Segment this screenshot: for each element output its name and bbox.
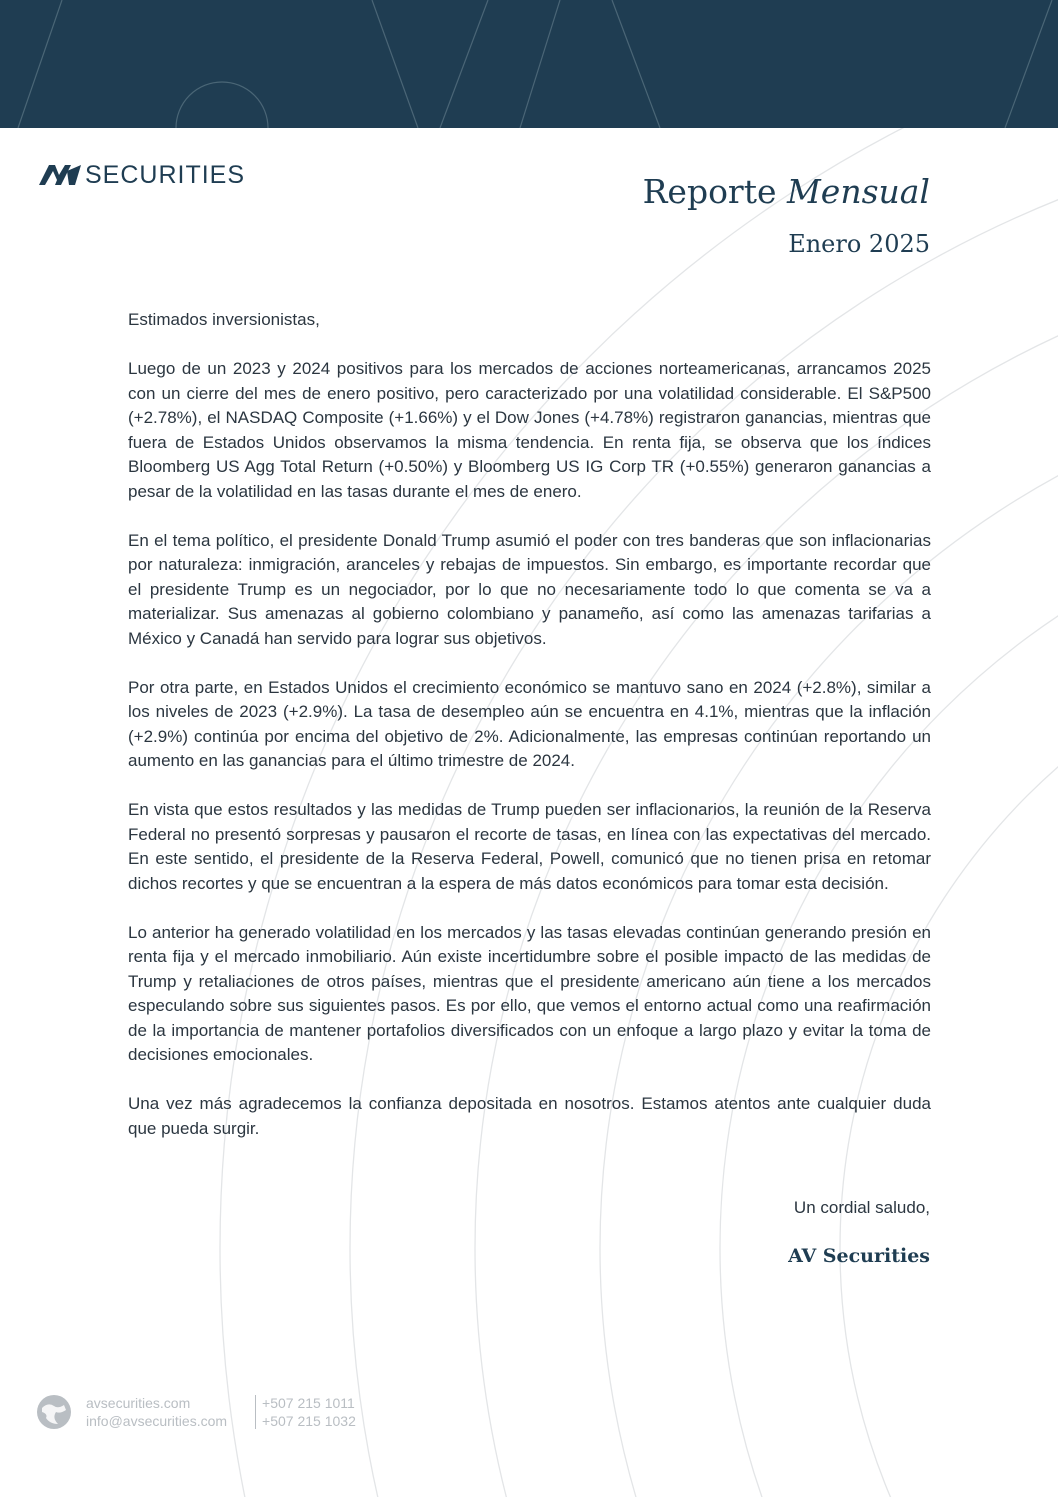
footer-phone-2: +507 215 1032: [262, 1413, 356, 1429]
letter-paragraph: Lo anterior ha generado volatilidad en los mercados y las tasas elevadas continúan generando presión en renta fija y el mercado inmobiliario. Aún existe incertidumbre sobre el posible impacto de las medidas de Trump y retaliaciones de otros países, mientras que el presidente americano aún tiene a los mercados especulando sobre sus siguientes pasos. Es por ello, que vemos el entorno actual como una reafirmación de la importancia de mantener portafolios diversificados con un enfoque a largo plazo y evitar la toma de decisiones emocionales.: [128, 922, 931, 1064]
letter-paragraph: Luego de un 2023 y 2024 positivos para los mercados de acciones norteamericanas, arrancamos 2025 con un cierre del mes de enero positivo, pero caracterizado por una volatilidad considerable. El S&P500 (+2.78%), el NASDAQ Composite (+1.66%) y el Dow Jones (+4.78%) registraron ganancias, mientras que fuera de Estados Unidos observamos la misma tendencia. En renta fija, se observa que los índices Bloomberg US Agg Total Return (+0.50%) y Bloomberg US IG Corp TR (+0.55%) generaron ganancias a pesar de la volatilidad en las tasas durante el mes de enero.: [128, 359, 931, 501]
av-logo-icon: [37, 163, 83, 187]
letter-paragraph: En vista que estos resultados y las medidas de Trump pueden ser inflacionarios, la reunión de la Reserva Federal no presentó sorpresas y pausaron el recorte de tasas, en línea con las expectativas del mercado. En este sentido, el presidente de la Reserva Federal, Powell, comunicó que no tienen prisa en retomar dichos recortes y que se encuentran a la espera de más datos económicos para tomar esta decisión.: [128, 800, 931, 893]
letter-paragraph: Por otra parte, en Estados Unidos el crecimiento económico se mantuvo sano en 2024 (+2.8%), similar a los niveles de 2023 (+2.9%). La tasa de desempleo aún se encuentra en 4.1%, mientras que la inflación (+2.9%) continúa por encima del objetivo de 2%. Adicionalmente, las empresas continúan reportando un aumento en las ganancias para el último trimestre de 2024.: [128, 677, 931, 770]
logo-wordmark: SECURITIES: [85, 160, 246, 189]
header-band: [0, 0, 1058, 128]
footer-website-link[interactable]: avsecurities.com: [86, 1395, 191, 1411]
report-title-italic: Mensual: [787, 172, 930, 211]
letter-paragraph: En el tema político, el presidente Donald Trump asumió el poder con tres banderas que son inflacionarias por naturaleza: inmigración, aranceles y rebajas de impuestos. Sin embargo, es importante recordar que el presidente Trump es un negociador, por lo que no necesariamente todo lo que comenta se va a materializar. Sus amenazas al gobierno colombiano y panameño, así como las amenazas tarifarias a México y Canadá han servido para lograr sus objetivos.: [128, 530, 931, 648]
globe-icon: [36, 1394, 72, 1430]
report-title: [643, 172, 930, 211]
footer-contact: [36, 1392, 356, 1432]
footer-divider: [255, 1395, 256, 1429]
letter-body: [128, 308, 931, 1166]
letter-paragraph: Una vez más agradecemos la confianza depositada en nosotros. Estamos atentos ante cualquier duda que pueda surgir.: [128, 1094, 931, 1138]
header-decoration: [0, 0, 1058, 128]
brand-logo: [37, 160, 245, 190]
footer-email-link[interactable]: info@avsecurities.com: [86, 1413, 228, 1429]
footer-phone-1: +507 215 1011: [262, 1395, 355, 1411]
report-date: Enero 2025: [788, 230, 930, 258]
letter-signature: AV Securities: [788, 1245, 930, 1267]
letter-greeting: Estimados inversionistas,: [128, 310, 320, 329]
report-title-main: Reporte: [642, 172, 777, 211]
letter-closing: Un cordial saludo,: [793, 1198, 930, 1217]
